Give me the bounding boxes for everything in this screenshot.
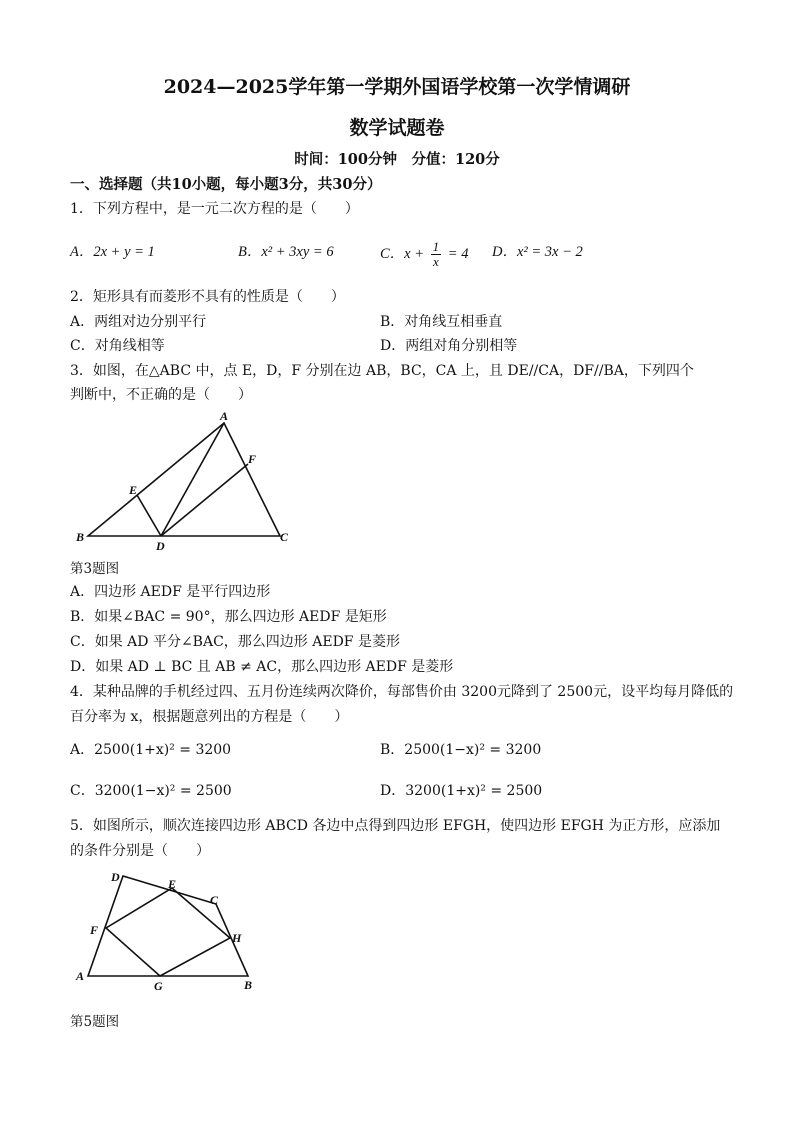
q1-fraction bbox=[431, 240, 442, 269]
q1-stem: 1．下列方程中，是一元二次方程的是（ ） bbox=[70, 201, 359, 217]
q3-triangle-figure bbox=[70, 408, 300, 553]
q4-stem-line2: 百分率为 x，根据题意列出的方程是（ ） bbox=[70, 709, 349, 725]
q3-label-b: B bbox=[76, 530, 85, 544]
q3-label-e: E bbox=[129, 483, 138, 497]
q5-stem-line1: 5．如图所示，顺次连接四边形 ABCD 各边中点得到四边形 EFGH，使四边形 EFGH 为正方形，应添加 bbox=[70, 818, 721, 834]
q1-option-d: D．x² = 3x − 2 bbox=[492, 244, 583, 260]
q3-stem-line1: 3．如图，在△ABC 中，点 E，D，F 分别在边 AB，BC，CA 上，且 DE//CA，DF//BA，下列四个 bbox=[70, 363, 694, 379]
q3-option-b: B．如果∠BAC = 90°，那么四边形 AEDF 是矩形 bbox=[70, 609, 387, 625]
q2-stem: 2．矩形具有而菱形不具有的性质是（ ） bbox=[70, 289, 345, 305]
q3-option-d: D．如果 AD ⊥ BC 且 AB ≠ AC，那么四边形 AEDF 是菱形 bbox=[70, 659, 454, 675]
q3-segment-ad bbox=[161, 423, 224, 536]
q1-option-b: B．x² + 3xy = 6 bbox=[238, 244, 334, 260]
q1-option-a: A．2x + y = 1 bbox=[70, 244, 155, 260]
q3-triangle-abc bbox=[88, 423, 280, 536]
q4-option-b: B．2500(1−x)² = 3200 bbox=[380, 742, 542, 758]
q2-option-b: B．对角线互相垂直 bbox=[380, 314, 503, 330]
q3-label-d: D bbox=[156, 539, 165, 553]
q1-option-c bbox=[380, 240, 468, 269]
q5-label-b: B bbox=[244, 978, 253, 992]
q2-option-d: D．两组对角分别相等 bbox=[380, 338, 518, 354]
section-heading: 一、选择题（共10小题，每小题3分，共30分） bbox=[70, 176, 382, 193]
q4-option-a: A．2500(1+x)² = 3200 bbox=[70, 742, 232, 758]
q4-option-d: D．3200(1+x)² = 2500 bbox=[380, 783, 543, 799]
exam-title: 2024—2025学年第一学期外国语学校第一次学情调研 bbox=[163, 76, 631, 98]
q5-stem-line2: 的条件分别是（ ） bbox=[70, 843, 210, 859]
q5-label-e: E bbox=[168, 877, 177, 891]
q3-option-a: A．四边形 AEDF 是平行四边形 bbox=[70, 584, 271, 600]
q3-label-a: A bbox=[220, 409, 229, 423]
q3-label-c: C bbox=[280, 530, 289, 544]
q3-segment-df bbox=[161, 464, 248, 536]
q5-label-f: F bbox=[90, 923, 99, 937]
q3-option-c: C．如果 AD 平分∠BAC，那么四边形 AEDF 是菱形 bbox=[70, 634, 400, 650]
q5-label-h: H bbox=[232, 931, 242, 945]
q3-stem-line2: 判断中，不正确的是（ ） bbox=[70, 387, 252, 403]
q5-figure-caption: 第5题图 bbox=[70, 1014, 120, 1030]
q5-label-g: G bbox=[154, 979, 163, 993]
q5-label-d: D bbox=[111, 870, 120, 884]
q3-figure-caption: 第3题图 bbox=[70, 561, 120, 577]
q4-option-c: C．3200(1−x)² = 2500 bbox=[70, 783, 232, 799]
q2-option-c: C．对角线相等 bbox=[70, 338, 165, 354]
q1-option-c-suffix: = 4 bbox=[447, 245, 469, 262]
q5-label-c: C bbox=[210, 893, 219, 907]
time-and-score: 时间：100分钟 分值：120分 bbox=[294, 151, 500, 168]
q3-segment-de bbox=[137, 495, 161, 536]
q1-fraction-numerator: 1 bbox=[432, 239, 440, 254]
q1-option-c-prefix: C．x + bbox=[380, 245, 425, 262]
q2-option-a: A．两组对边分别平行 bbox=[70, 314, 207, 330]
q1-fraction-denominator: x bbox=[433, 254, 439, 269]
q5-label-a: A bbox=[76, 969, 85, 983]
q4-stem-line1: 4．某种品牌的手机经过四、五月份连续两次降价，每部售价由 3200元降到了 2500元，设平均每月降低的 bbox=[70, 684, 734, 700]
exam-subtitle: 数学试题卷 bbox=[349, 117, 445, 139]
q5-quadrilateral-figure bbox=[68, 866, 268, 996]
q3-label-f: F bbox=[248, 452, 257, 466]
